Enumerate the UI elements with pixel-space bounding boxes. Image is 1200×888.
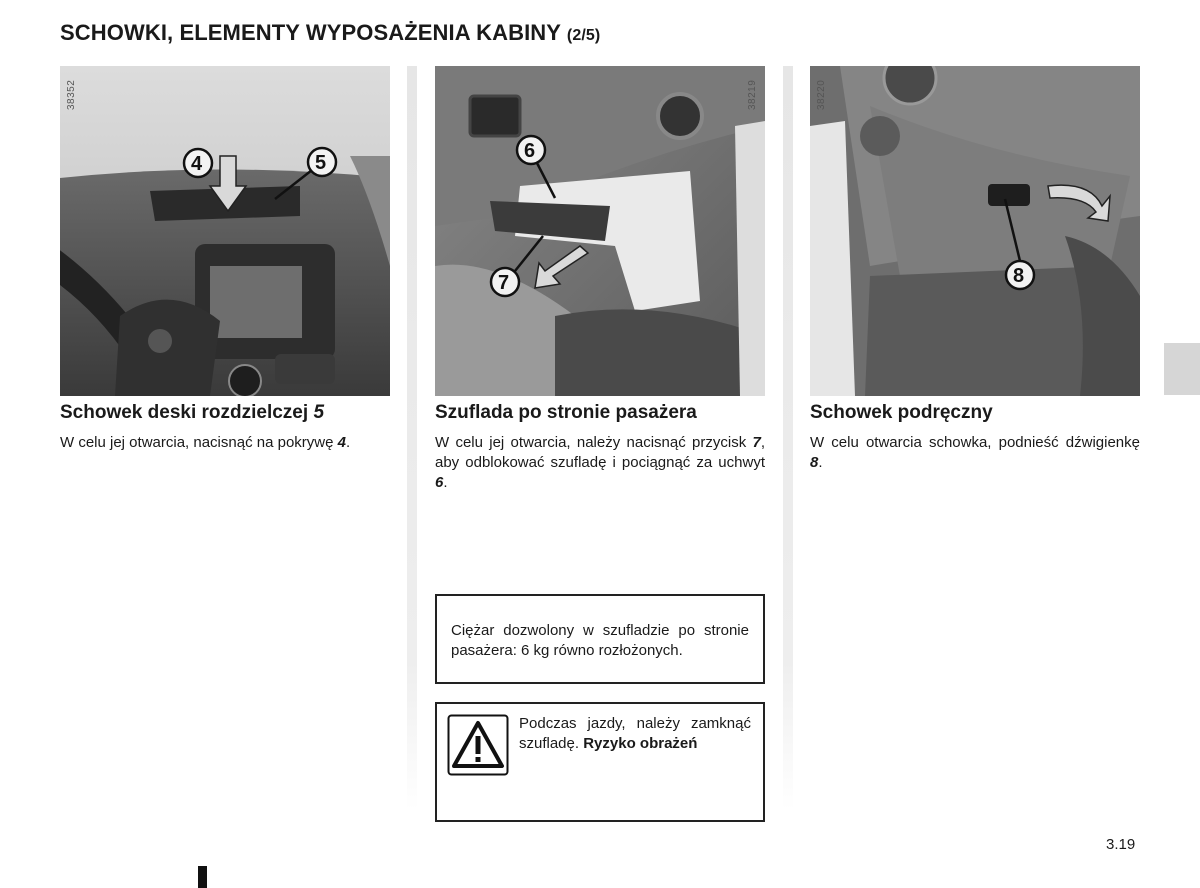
weight-note-text: Ciężar dozwolony w szufladzie po stronie pasażera: 6 kg równo rozłożonych.	[451, 622, 749, 659]
heading-passenger-drawer: Szuflada po stronie pasażera	[435, 402, 697, 423]
warning-box	[435, 702, 765, 822]
heading-glovebox: Schowek podręczny	[810, 402, 993, 423]
callout-7	[491, 236, 588, 296]
column-separator	[407, 66, 417, 810]
callout-5	[275, 148, 336, 199]
page-title: SCHOWKI, ELEMENTY WYPOSAŻENIA KABINY (2/5)	[60, 20, 601, 45]
svg-text:6: 6	[524, 140, 536, 162]
warning-text: Podczas jazdy, należy zamknąć szufladę. Ryzyko obrażeń	[519, 715, 751, 752]
image-code: 38220	[816, 79, 827, 110]
svg-text:8: 8	[1013, 265, 1025, 287]
callout-4	[184, 149, 246, 211]
warning-icon	[447, 714, 509, 776]
svg-text:7: 7	[498, 272, 510, 294]
photo-glovebox	[810, 66, 1140, 396]
photo-dashboard-storage	[60, 66, 390, 396]
crop-mark	[198, 866, 207, 888]
page-number: 3.19	[1106, 836, 1136, 853]
image-code: 38219	[747, 79, 758, 110]
weight-note-box	[435, 594, 765, 684]
svg-text:4: 4	[191, 153, 203, 175]
callout-8	[1005, 185, 1110, 289]
chapter-tab	[1164, 343, 1200, 395]
image-code: 38352	[66, 79, 77, 110]
callout-6	[517, 136, 555, 198]
body-passenger-drawer: W celu jej otwarcia, należy nacisnąć przycisk 7, aby odblokować szufladę i pociągnąć za uchwyt 6.	[435, 434, 765, 491]
body-dashboard-storage: W celu jej otwarcia, nacisnąć na pokrywę 4.	[60, 434, 351, 451]
photo-passenger-drawer	[435, 66, 765, 396]
body-glovebox: W celu otwarcia schowka, podnieść dźwigienkę 8.	[810, 434, 1140, 471]
svg-text:5: 5	[315, 152, 327, 174]
heading-dashboard-storage: Schowek deski rozdzielczej 5	[60, 402, 325, 423]
column-separator	[783, 66, 793, 810]
